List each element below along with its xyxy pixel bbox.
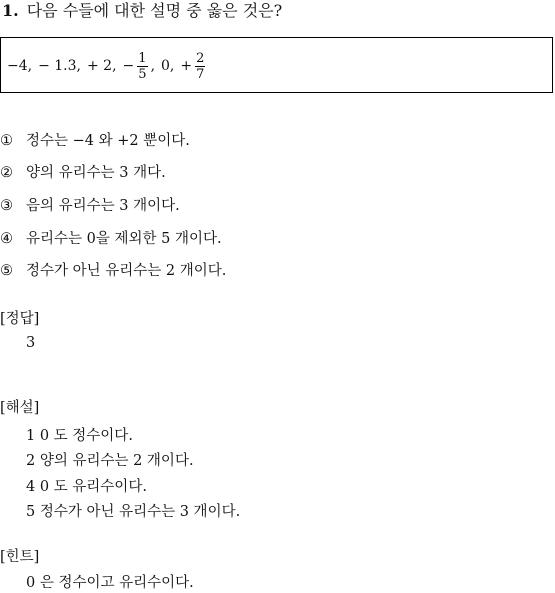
number-term [38, 58, 81, 74]
fraction-suffix: , [150, 58, 156, 74]
fraction-sign: − [122, 58, 135, 74]
option-text: 유리수는 0을 제외한 5 개이다. [26, 231, 222, 247]
number-text: − 1.3, [38, 58, 81, 74]
number-list [7, 38, 214, 94]
number-term [123, 51, 155, 82]
option-mark: ⑤ [0, 263, 13, 279]
question-title [2, 0, 282, 22]
question-text: 다음 수들에 대한 설명 중 옳은 것은? [26, 1, 283, 20]
fraction [195, 51, 205, 82]
option-mark: ④ [0, 231, 13, 247]
option-text: 정수가 아닌 유리수는 2 개이다. [26, 263, 227, 279]
number-text: + 2, [87, 58, 117, 74]
fraction-numerator: 1 [138, 50, 147, 66]
explanation-line: 4 0 도 유리수이다. [26, 479, 147, 495]
answer-value: 3 [26, 335, 36, 351]
explanation-heading: [해설] [0, 400, 40, 416]
option-text: 음의 유리수는 3 개이다. [26, 198, 180, 214]
option-mark: ② [0, 165, 13, 181]
option-mark: ① [0, 133, 13, 149]
number-box [0, 37, 553, 93]
option-5[interactable] [0, 261, 226, 281]
number-term [7, 58, 32, 74]
hint-heading: [힌트] [0, 549, 40, 565]
option-mark: ③ [0, 198, 13, 214]
fraction-denominator: 7 [196, 66, 205, 82]
question-number: 1. [2, 1, 19, 20]
number-text: 0, [161, 58, 175, 74]
option-1[interactable] [0, 131, 190, 151]
option-3[interactable] [0, 196, 180, 216]
option-text: 양의 유리수는 3 개다. [26, 165, 166, 181]
fraction-numerator: 2 [196, 50, 205, 66]
fraction-denominator: 5 [138, 66, 147, 82]
fraction-sign: + [180, 58, 193, 74]
option-2[interactable] [0, 163, 166, 183]
explanation-line: 1 0 도 정수이다. [26, 428, 133, 444]
hint-text: 0 은 정수이고 유리수이다. [26, 575, 194, 591]
option-4[interactable] [0, 229, 222, 249]
number-text: −4, [7, 58, 33, 74]
fraction [137, 51, 147, 82]
number-term [161, 58, 174, 74]
option-text: 정수는 −4 와 +2 뿐이다. [26, 133, 190, 149]
explanation-line: 2 양의 유리수는 2 개이다. [26, 453, 194, 469]
answer-heading: [정답] [0, 311, 40, 327]
explanation-line: 5 정수가 아닌 유리수는 3 개이다. [26, 504, 241, 520]
number-term [180, 51, 208, 82]
number-term [87, 58, 117, 74]
